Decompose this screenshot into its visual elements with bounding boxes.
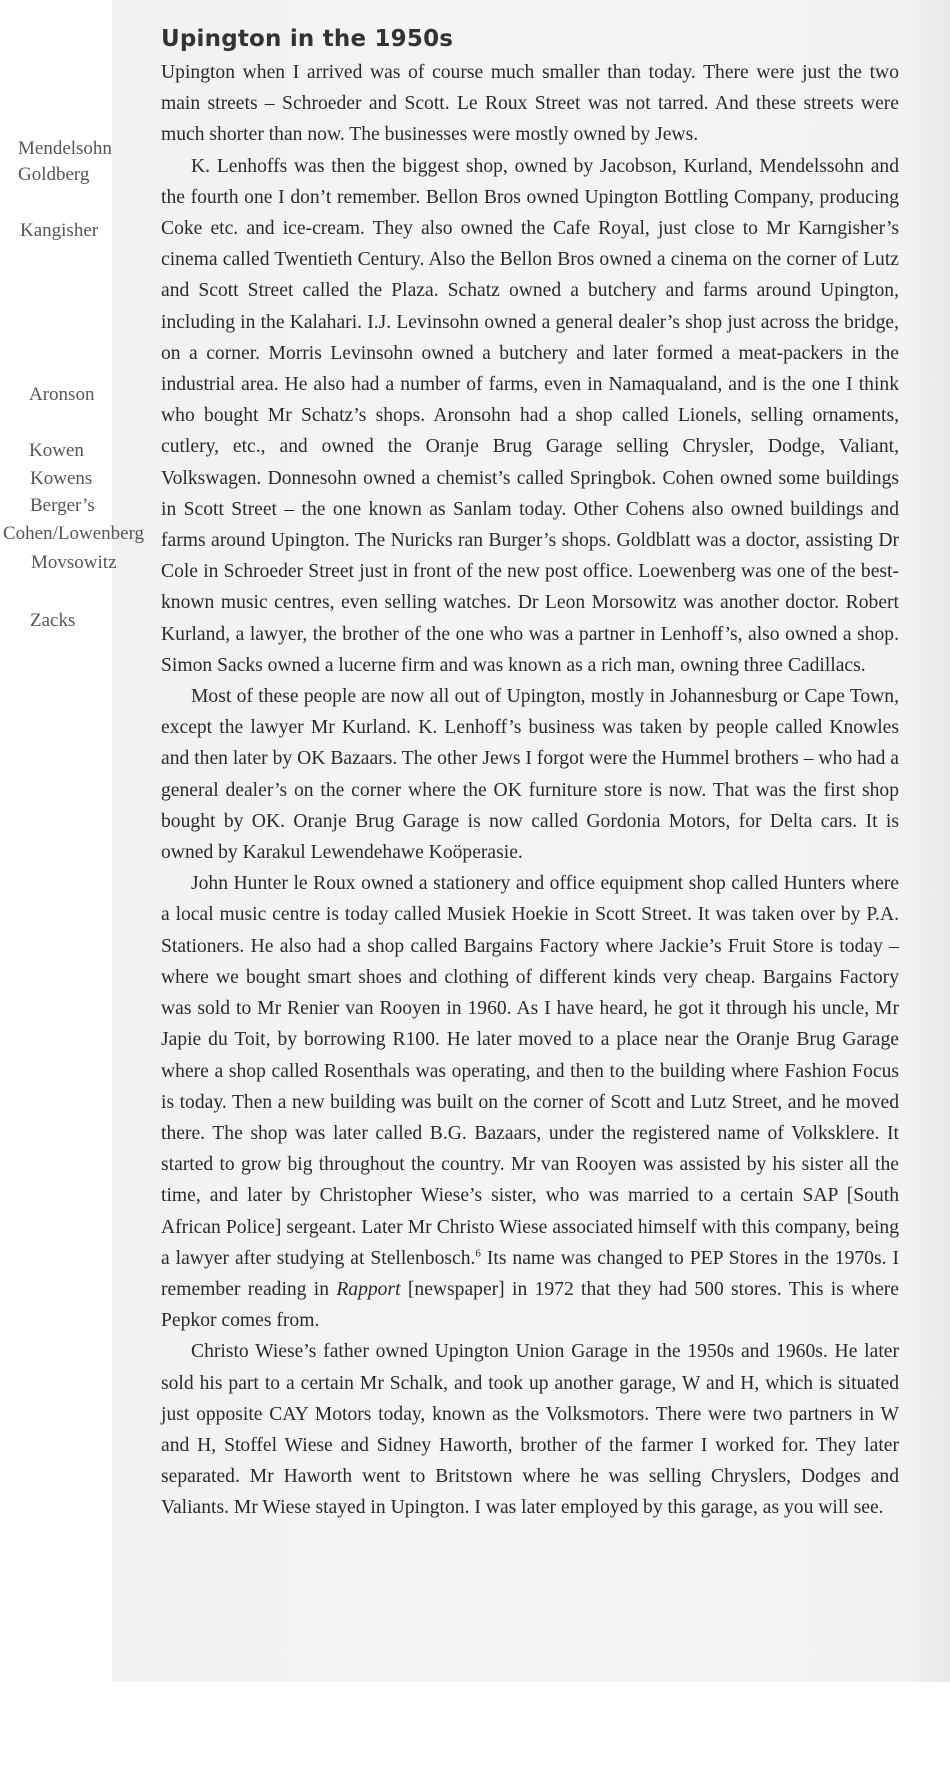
page-content xyxy=(161,26,899,1524)
paragraph: Most of these people are now all out of Upington, mostly in Johannesburg or Cape Town, except the lawyer Mr Kurland. K. Lenhoff’s business was taken by people called Knowles and then later by OK Bazaars. The other Jews I forgot were the Hummel brothers – who had a general dealer’s on the corner where the OK furniture store is now. That was the first shop bought by OK. Oranje Brug Garage is now called Gordonia Motors, for Delta cars. It is owned by Karakul Lewendehawe Koöperasie. xyxy=(161,686,899,864)
paragraph-text: John Hunter le Roux owned a stationery and office equipment shop called Hunters where a local music centre is today called Musiek Hoekie in Scott Street. It was taken over by P.A. Stationers. He also had a shop called Bargains Factory where Jackie’s Fruit Store is today – where we bought smart shoes and clothing of different kinds very cheap. Bargains Factory was sold to Mr Renier van Rooyen in 1960. As I have heard, he got it through his uncle, Mr Japie du Toit, by borrowing R100. He later moved to a place near the Oranje Brug Garage where a shop called Rosenthals was operating, and then to the building where Fashion Focus is today. Then a new building was built on the corner of Scott and Lutz Street, and he moved there. The shop was later called B.G. Bazaars, under the registered name of Volksklere. It started to grow big throughout the country. Mr van Rooyen was assisted by his sister all the time, and later by Christopher Wiese’s sister, who was married to a certain SAP [South African Police] sergeant. Later Mr Christo Wiese associated himself with this company, being a lawyer after studying at Stellenbosch. xyxy=(161,873,899,1269)
margin-name: Kowens xyxy=(30,468,93,489)
paragraph-text: Its name was changed to PEP Stores in the 1970s. I remember reading in xyxy=(161,1247,899,1300)
margin-name: Mendelsohn xyxy=(18,138,112,159)
paragraph: K. Lenhoffs was then the biggest shop, owned by Jacobson, Kurland, Mendelssohn and the fourth one I don’t remember. Bellon Bros owned Upington Bottling Company, producing Coke etc. and ice-cream. They also owned the Cafe Royal, just close to Mr Karngisher’s cinema called Twentieth Century. Also the Bellon Bros owned a cinema on the corner of Lutz and Scott Street called the Plaza. Schatz owned a butchery and farms around Upington, including in the Kalahari. I.J. Levinsohn owned a general dealer’s shop just across the bridge, on a corner. Morris Levinsohn owned a butchery and later formed a meat-packers in the industrial area. He also had a number of farms, even in Namaqualand, and is the one I think who bought Mr Schatz’s shops. Aronsohn had a shop called Lionels, selling ornaments, cutlery, etc., and owned the Oranje Brug Garage selling Chrysler, Dodge, Valiant, Volkswagen. Donnesohn owned a chemist’s called Springbok. Cohen owned some buildings in Scott Street – the one known as Sanlam today. Other Cohens also owned buildings and farms around Upington. The Nuricks ran Burger’s shops. Goldblatt was a doctor, assisting Dr Cole in Schroeder Street just in front of the new post office. Loewenberg was one of the best-known music centres, even selling watches. Dr Leon Morsowitz was another doctor. Robert Kurland, a lawyer, the brother of the one who was a partner in Lenhoff’s, also owned a shop. Simon Sacks owned a lucerne firm and was known as a rich man, owning three Cadillacs. xyxy=(161,155,899,676)
paragraph xyxy=(161,868,899,1336)
section-heading: Upington in the 1950s xyxy=(161,26,454,52)
margin-name: Movsowitz xyxy=(31,552,117,573)
margin-name: Zacks xyxy=(30,610,76,631)
paragraph: Christo Wiese’s father owned Upington Union Garage in the 1950s and 1960s. He later sold his part to a certain Mr Schalk, and took up another garage, W and H, which is situated just opposite CAY Motors today, known as the Volksmotors. There were two partners in W and H, Stoffel Wiese and Sidney Haworth, brother of the farmer I worked for. They later separated. Mr Haworth went to Britstown where he was selling Chryslers, Dodges and Valiants. Mr Wiese stayed in Upington. I was later employed by this garage, as you will see. xyxy=(161,1341,899,1519)
footnote-marker: 6 xyxy=(475,1247,481,1260)
paragraph-text: [newspaper] in 1972 that they had 500 stores. This is where Pepkor comes from. xyxy=(161,1278,899,1332)
margin-annotations xyxy=(0,0,160,760)
newspaper-title: Rapport xyxy=(336,1278,401,1300)
margin-name: Cohen/Lowenberg xyxy=(3,523,145,544)
margin-name: Aronson xyxy=(29,384,95,405)
paragraph: Upington when I arrived was of course much smaller than today. There were just the two main streets – Schroeder and Scott. Le Roux Street was not tarred. And these streets were much shorter than now. The businesses were mostly owned by Jews. xyxy=(161,62,899,146)
margin-name: Kowen xyxy=(29,440,84,461)
margin-name: Berger’s xyxy=(30,495,95,516)
margin-name: Goldberg xyxy=(18,164,90,185)
margin-name: Kangisher xyxy=(20,220,99,241)
